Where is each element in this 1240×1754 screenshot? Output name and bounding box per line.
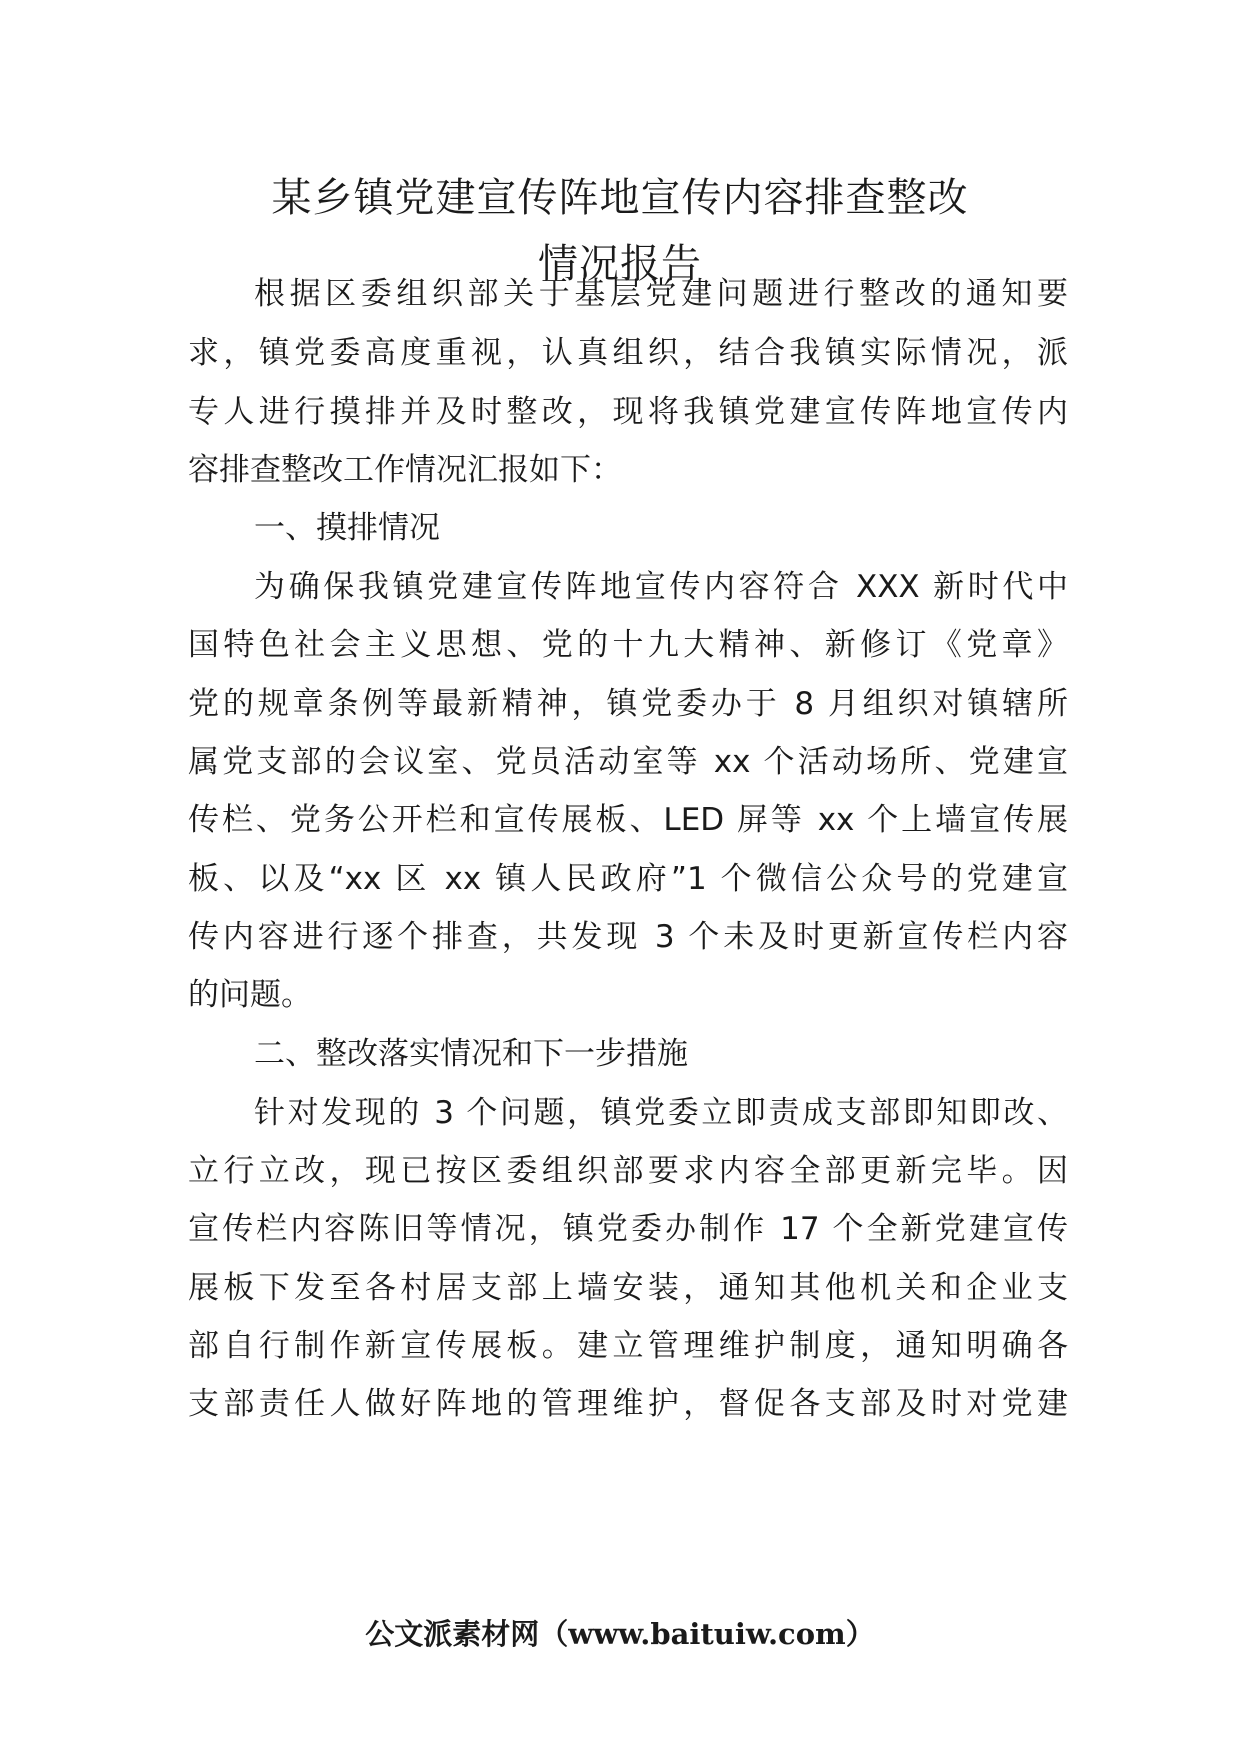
body-line: 求，镇党委高度重视，认真组织，结合我镇实际情况，派 — [188, 335, 1068, 371]
body-line: 针对发现的 3 个问题，镇党委立即责成支部即知即改、 — [254, 1095, 1068, 1131]
body-line: 根据区委组织部关于基层党建问题进行整改的通知要 — [254, 276, 1068, 312]
footer-watermark: 公文派素材网（www.baituiw.com） — [365, 1617, 875, 1651]
section-heading-1: 一、摸排情况 — [254, 510, 440, 546]
body-line: 属党支部的会议室、党员活动室等 xx 个活动场所、党建宣 — [188, 744, 1068, 780]
body-line: 展板下发至各村居支部上墙安装，通知其他机关和企业支 — [188, 1270, 1068, 1306]
body-line: 传内容进行逐个排查，共发现 3 个未及时更新宣传栏内容 — [188, 919, 1068, 955]
body-line: 部自行制作新宣传展板。建立管理维护制度，通知明确各 — [188, 1328, 1068, 1364]
body-line: 立行立改，现已按区委组织部要求内容全部更新完毕。因 — [188, 1153, 1068, 1189]
document-title-line1: 某乡镇党建宣传阵地宣传内容排查整改 — [271, 175, 969, 221]
body-line: 国特色社会主义思想、党的十九大精神、新修订《党章》 — [188, 627, 1068, 663]
body-line: 传栏、党务公开栏和宣传展板、LED 屏等 xx 个上墙宣传展 — [188, 802, 1068, 838]
body-line: 党的规章条例等最新精神，镇党委办于 8 月组织对镇辖所 — [188, 686, 1068, 722]
section-heading-2: 二、整改落实情况和下一步措施 — [254, 1036, 688, 1072]
body-line: 支部责任人做好阵地的管理维护，督促各支部及时对党建 — [188, 1386, 1068, 1422]
body-line: 板、以及“xx 区 xx 镇人民政府”1 个微信公众号的党建宣 — [188, 861, 1068, 897]
body-line: 宣传栏内容陈旧等情况，镇党委办制作 17 个全新党建宣传 — [188, 1211, 1068, 1247]
body-line: 的问题。 — [188, 977, 312, 1013]
document-title-line2: 情况报告 — [538, 241, 702, 287]
body-line: 容排查整改工作情况汇报如下： — [188, 452, 622, 488]
body-line: 为确保我镇党建宣传阵地宣传内容符合 XXX 新时代中 — [254, 569, 1068, 605]
body-line: 专人进行摸排并及时整改，现将我镇党建宣传阵地宣传内 — [188, 394, 1068, 430]
